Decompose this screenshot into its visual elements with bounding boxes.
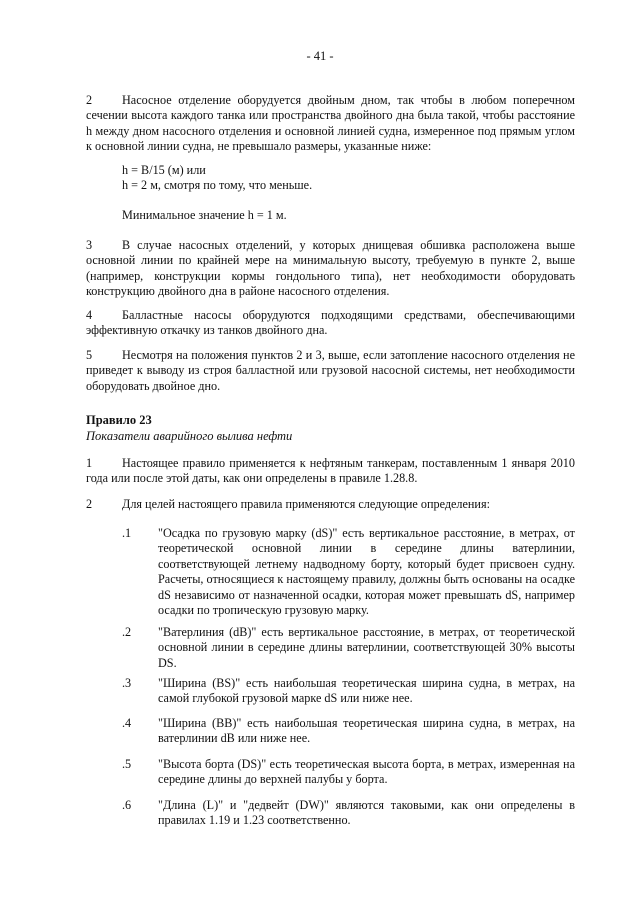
paragraph-3: В случае насосных отделений, у которых днищевая обшивка расположена выше основной линии по крайней мере на минимальную высоту, требуемую в пункте 2, выше (например, конструкции кормы гондольного типа), нет необходимости оборудовать конструкцию двойного дна в районе насосного отделения.	[86, 238, 575, 299]
rule-subtitle: Показатели аварийного вылива нефти	[86, 429, 293, 443]
definition-item: "Длина (L)" и "дедвейт (DW)" являются таковыми, как они определены в правилах 1.19 и 1.23 соответственно.	[158, 798, 575, 828]
definition-item: "Ширина (BB)" есть наибольшая теоретическая ширина судна, в метрах, на ватерлинии dB или ниже нее.	[158, 716, 575, 746]
formula-line-1: h = B/15 (м) или	[122, 163, 206, 177]
paragraph-number: 5	[86, 348, 93, 362]
paragraph-4: Балластные насосы оборудуются подходящими средствами, обеспечивающими эффективную откачку из танков двойного дна.	[86, 308, 575, 338]
page-number: - 41 -	[306, 49, 334, 63]
paragraph-number: 2	[86, 93, 93, 107]
rule-title: Правило 23	[86, 413, 152, 427]
definition-number: .2	[122, 625, 132, 639]
paragraph-number: 1	[86, 456, 93, 470]
paragraph-5: Несмотря на положения пунктов 2 и 3, выше, если затопление насосного отделения не приведет к выводу из строя балластной или грузовой насосной системы, нет необходимости оборудовать двойное дно.	[86, 348, 575, 393]
paragraph-number: 4	[86, 308, 93, 322]
definition-item: "Ватерлиния (dB)" есть вертикальное расстояние, в метрах, от теоретической основной линии в середине длины ватерлинии, соответствующей 30% высоты DS.	[158, 625, 575, 670]
rule-paragraph-2: Для целей настоящего правила применяются следующие определения:	[122, 497, 490, 511]
minimum-value-note: Минимальное значение h = 1 м.	[122, 208, 287, 222]
paragraph-number: 3	[86, 238, 93, 252]
definition-number: .4	[122, 716, 132, 730]
definition-number: .1	[122, 526, 132, 540]
definition-item: "Высота борта (DS)" есть теоретическая высота борта, в метрах, измеренная на середине длины до верхней палубы у борта.	[158, 757, 575, 787]
definition-number: .5	[122, 757, 132, 771]
paragraph-number: 2	[86, 497, 93, 511]
definition-item: "Ширина (BS)" есть наибольшая теоретическая ширина судна, в метрах, на самой глубокой грузовой марке dS или ниже нее.	[158, 676, 575, 706]
paragraph-2: Насосное отделение оборудуется двойным дном, так чтобы в любом поперечном сечении высота каждого танка или пространства двойного дна была такой, чтобы расстояние h между дном насосного отделения и основной линией судна, измеренное под прямым углом к основной линии судна, не превышало размеры, указанные ниже:	[86, 93, 575, 154]
definition-item: "Осадка по грузовую марку (dS)" есть вертикальное расстояние, в метрах, от теоретической основной линии в середине длины ватерлинии, соответствующей летнему надводному борту, который будет присвоен судну. Расчеты, относящиеся к настоящему правилу, должны быть основаны на осадке dS независимо от назначенной осадки, которая может превышать dS, например осадки по тропическую грузовую марку.	[158, 526, 575, 618]
definition-number: .6	[122, 798, 132, 812]
definition-number: .3	[122, 676, 132, 690]
rule-paragraph-1: Настоящее правило применяется к нефтяным танкерам, поставленным 1 января 2010 года или после этой даты, как они определены в правиле 1.28.8.	[86, 456, 575, 486]
formula-line-2: h = 2 м, смотря по тому, что меньше.	[122, 178, 313, 192]
